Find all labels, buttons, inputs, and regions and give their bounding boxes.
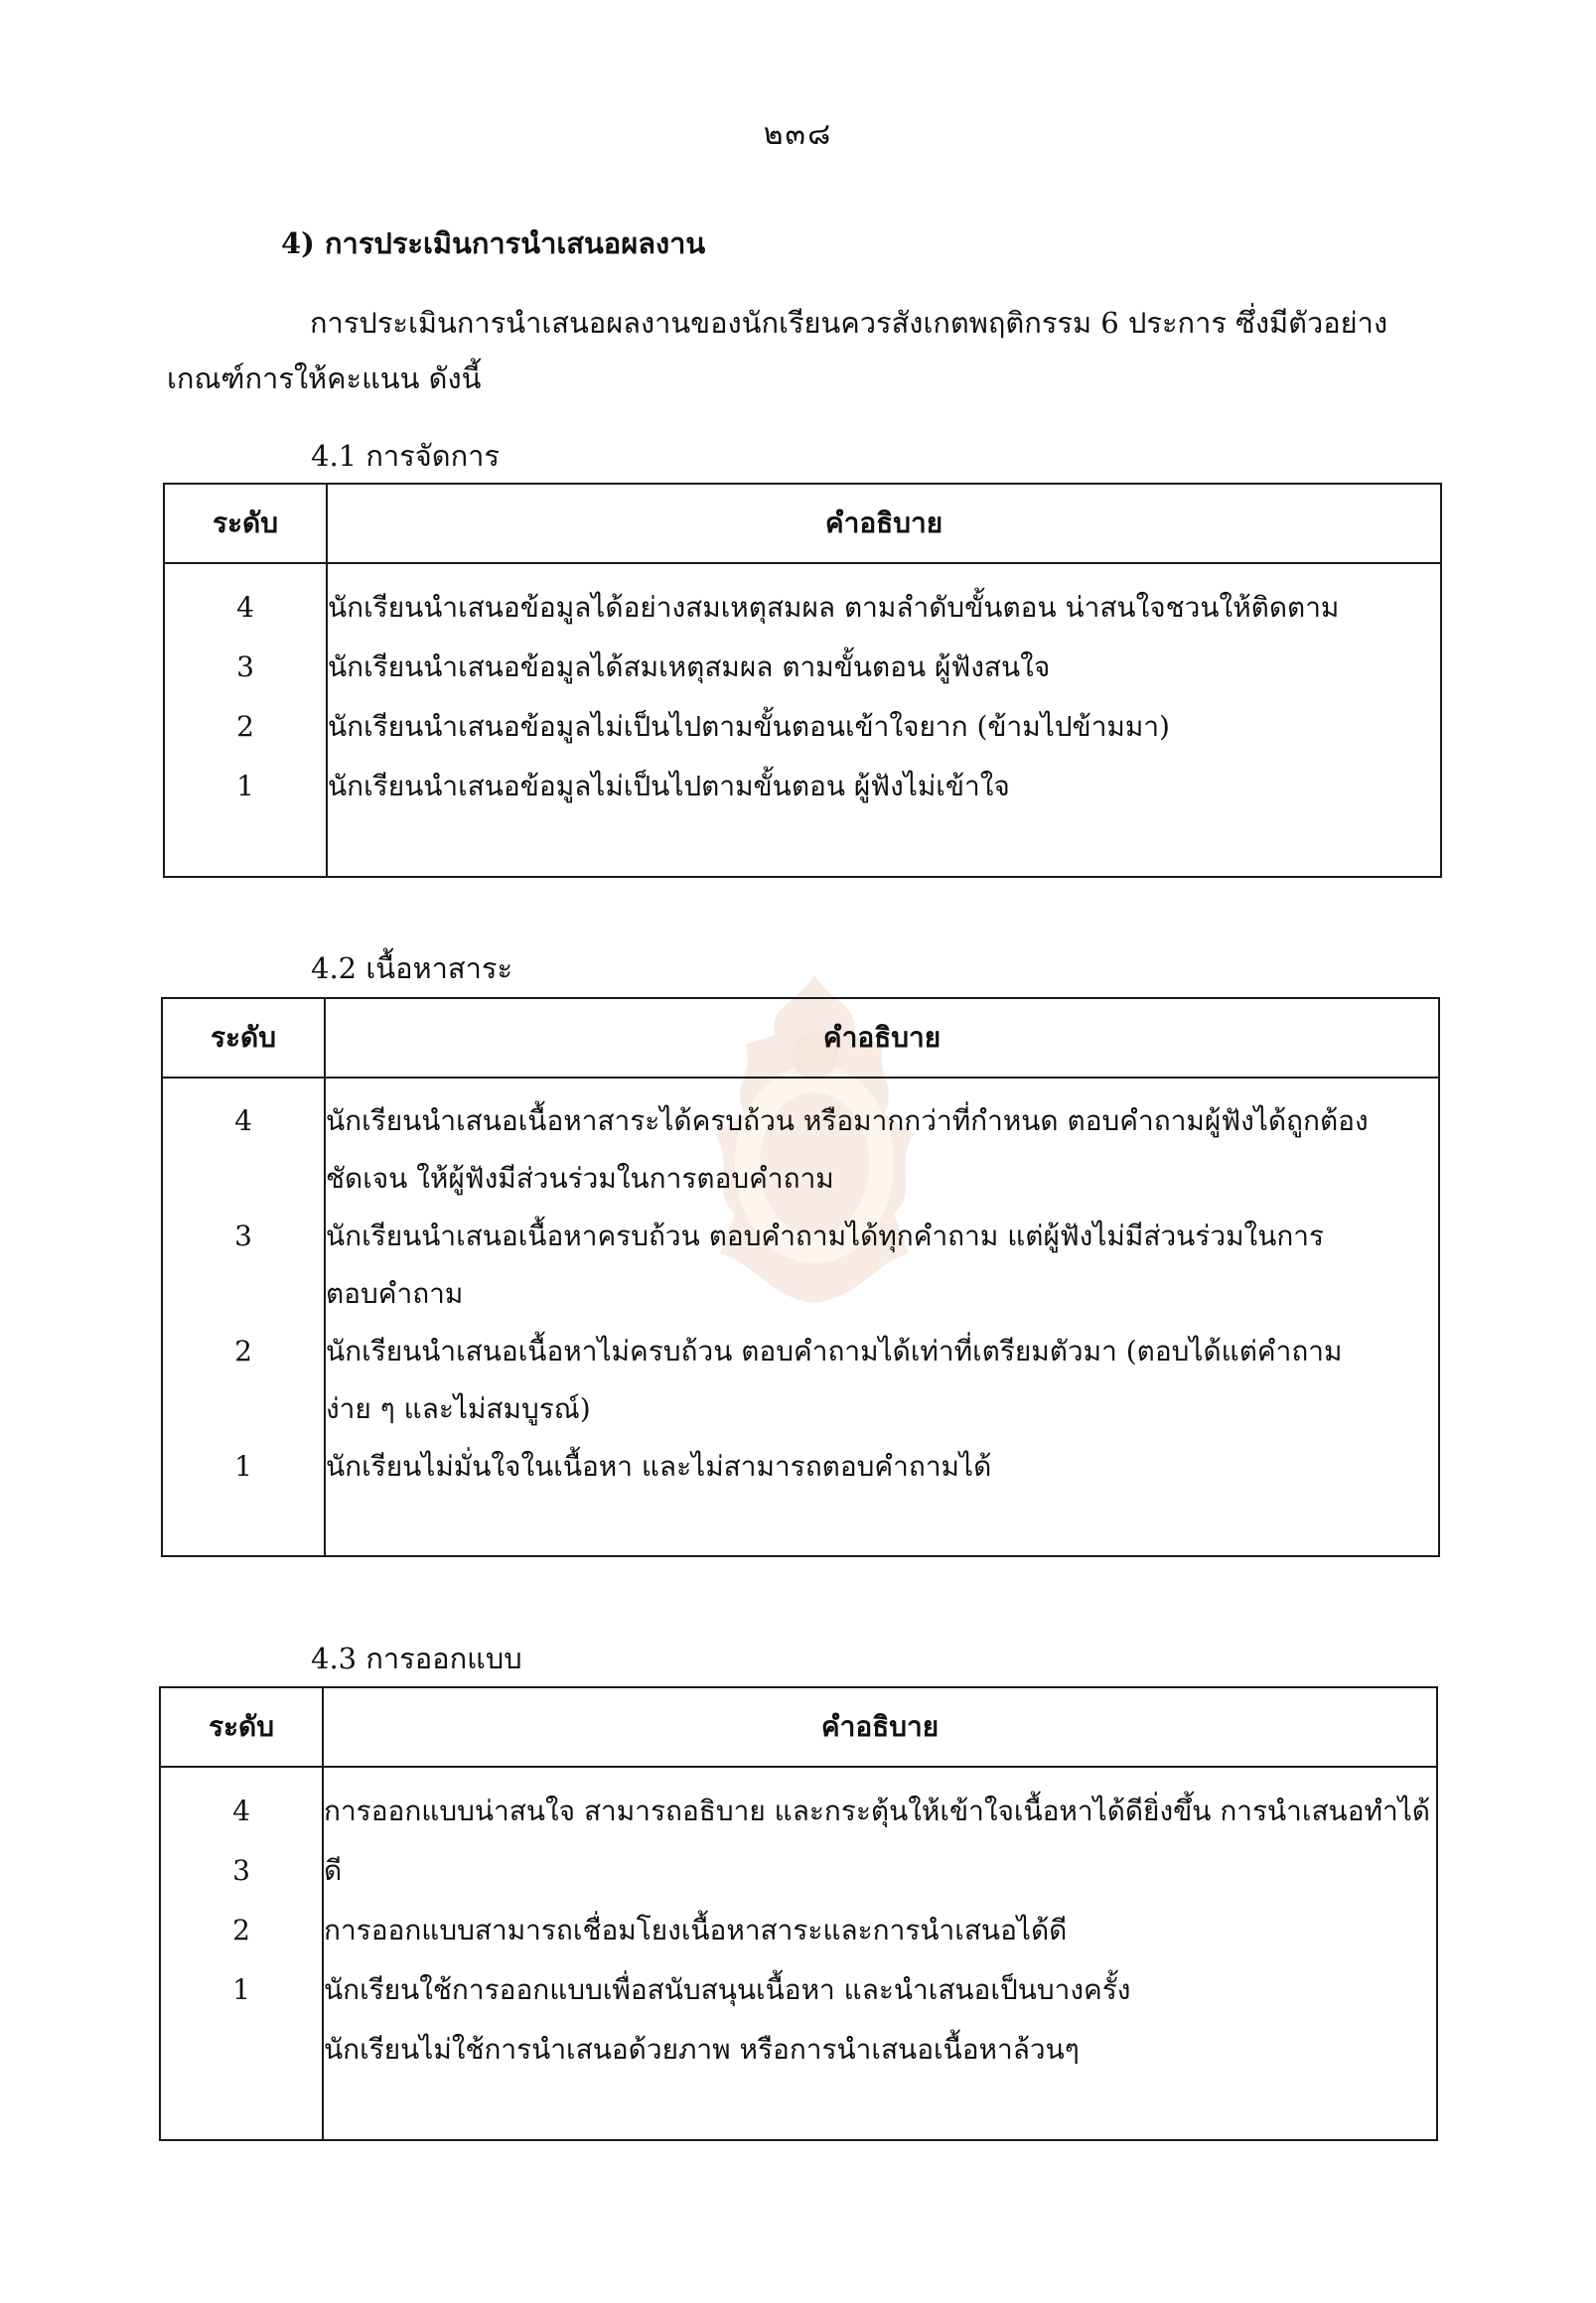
description-column-header: คำอธิบาย bbox=[327, 484, 1441, 563]
level-cell: 3 bbox=[234, 1220, 252, 1252]
section-heading: 4) การประเมินการนำเสนอผลงาน bbox=[281, 226, 706, 260]
description-cell: นักเรียนนำเสนอข้อมูลไม่เป็นไปตามขั้นตอนเข้าใจยาก (ข้ามไปข้ามมา) bbox=[328, 710, 1170, 743]
description-cell: นักเรียนนำเสนอข้อมูลได้สมเหตุสมผล ตามขั้นตอน ผู้ฟังสนใจ bbox=[328, 650, 1051, 683]
level-cell: 2 bbox=[232, 1914, 250, 1946]
description-cell: นักเรียนนำเสนอเนื้อหาครบถ้วน ตอบคำถามได้ทุกคำถาม แต่ผู้ฟังไม่มีส่วนร่วมในการ bbox=[326, 1220, 1325, 1252]
rubric-table-4-3 bbox=[159, 1686, 1438, 2141]
level-cell: 4 bbox=[232, 1795, 250, 1827]
level-column-header: ระดับ bbox=[164, 484, 327, 563]
rubric-table-4-2 bbox=[161, 997, 1440, 1557]
level-column-header: ระดับ bbox=[162, 998, 325, 1078]
level-cell: 4 bbox=[234, 1104, 252, 1137]
level-cell: 1 bbox=[234, 1450, 252, 1483]
description-cell: นักเรียนนำเสนอเนื้อหาไม่ครบถ้วน ตอบคำถามได้เท่าที่เตรียมตัวมา (ตอบได้แต่คำถาม bbox=[326, 1335, 1343, 1367]
level-cell: 1 bbox=[236, 770, 254, 802]
rubric-table-4-1 bbox=[163, 483, 1442, 878]
level-cell: 3 bbox=[236, 650, 254, 683]
description-cell: นักเรียนนำเสนอข้อมูลได้อย่างสมเหตุสมผล ตามลำดับขั้นตอน น่าสนใจชวนให้ติดตาม bbox=[328, 591, 1340, 624]
description-cell: ชัดเจน ให้ผู้ฟังมีส่วนร่วมในการตอบคำถาม bbox=[326, 1162, 834, 1195]
description-cell: นักเรียนใช้การออกแบบเพื่อสนับสนุนเนื้อหา และนำเสนอเป็นบางครั้ง bbox=[324, 1973, 1131, 2006]
intro-line-1: การประเมินการนำเสนอผลงานของนักเรียนควรสังเกตพฤติกรรม 6 ประการ ซึ่งมีตัวอย่าง bbox=[310, 306, 1388, 340]
level-cell: 3 bbox=[232, 1854, 250, 1887]
level-cell: 1 bbox=[232, 1973, 250, 2006]
subsection-title-4-3: 4.3 การออกแบบ bbox=[311, 1642, 522, 1675]
level-cell: 2 bbox=[236, 710, 254, 743]
subsection-title-4-1: 4.1 การจัดการ bbox=[311, 439, 501, 473]
description-cell: ง่าย ๆ และไม่สมบูรณ์) bbox=[326, 1392, 591, 1425]
description-cell: นักเรียนไม่ใช้การนำเสนอด้วยภาพ หรือการนำเสนอเนื้อหาล้วนๆ bbox=[324, 2033, 1080, 2066]
description-cell: การออกแบบสามารถเชื่อมโยงเนื้อหาสาระและการนำเสนอได้ดี bbox=[324, 1914, 1068, 1946]
level-cell: 2 bbox=[234, 1335, 252, 1367]
description-cell: นักเรียนนำเสนอเนื้อหาสาระได้ครบถ้วน หรือมากกว่าที่กำหนด ตอบคำถามผู้ฟังได้ถูกต้อง bbox=[326, 1104, 1369, 1137]
description-cell: นักเรียนไม่มั่นใจในเนื้อหา และไม่สามารถตอบคำถามได้ bbox=[326, 1450, 992, 1483]
level-column-header: ระดับ bbox=[160, 1687, 323, 1767]
page-number: ๒๓๘ bbox=[763, 117, 833, 152]
subsection-title-4-2: 4.2 เนื้อหาสาระ bbox=[311, 951, 513, 985]
description-cell: นักเรียนนำเสนอข้อมูลไม่เป็นไปตามขั้นตอน ผู้ฟังไม่เข้าใจ bbox=[328, 770, 1010, 802]
description-cell: การออกแบบน่าสนใจ สามารถอธิบาย และกระตุ้นให้เข้าใจเนื้อหาได้ดียิ่งขึ้น การนำเสนอทำได้ดี bbox=[324, 1795, 1430, 1887]
description-cell: ตอบคำถาม bbox=[326, 1277, 464, 1310]
description-column-header: คำอธิบาย bbox=[325, 998, 1439, 1078]
description-column-header: คำอธิบาย bbox=[323, 1687, 1437, 1767]
level-cell: 4 bbox=[236, 591, 254, 624]
intro-line-2: เกณฑ์การให้คะแนน ดังนี้ bbox=[167, 361, 482, 395]
